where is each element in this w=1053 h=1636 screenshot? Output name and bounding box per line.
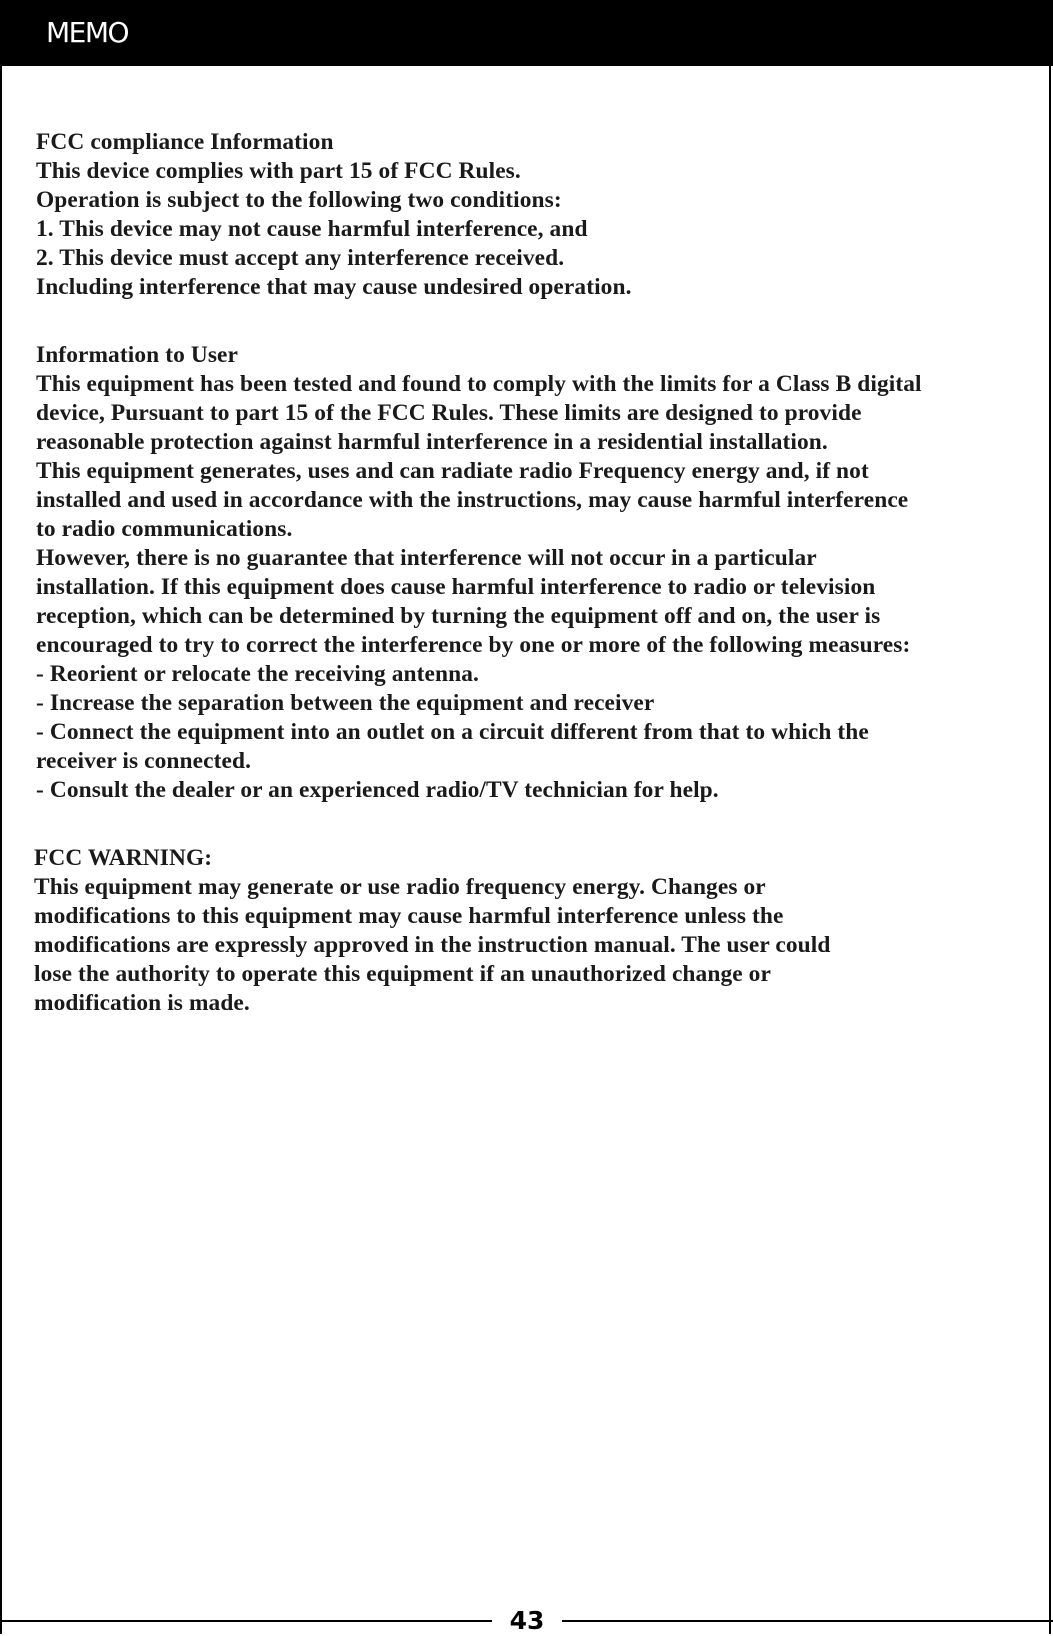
text-line: modifications to this equipment may cause harmful interference unless the [34,903,784,929]
list-item: - Connect the equipment into an outlet on a circuit different from that to which the [36,719,869,745]
footer-divider-right [562,1620,1053,1622]
text-line: lose the authority to operate this equipment if an unauthorized change or [34,961,771,987]
text-line: modifications are expressly approved in the instruction manual. The user could [34,932,831,958]
page-number: 43 [509,1606,545,1635]
text-line: encouraged to try to correct the interference by one or more of the following measures: [36,632,911,658]
text-line: 2. This device must accept any interference received. [36,245,565,271]
text-line: This equipment may generate or use radio frequency energy. Changes or [34,874,766,900]
page-title: MEMO [46,16,129,49]
text-line: modification is made. [34,990,250,1016]
text-line: reasonable protection against harmful interference in a residential installation. [36,429,828,455]
section-heading: FCC WARNING: [34,845,213,871]
text-line: to radio communications. [36,516,293,542]
list-item: receiver is connected. [36,748,252,774]
section-heading: Information to User [36,342,238,368]
information-to-user-section [36,341,1036,805]
text-line: This device complies with part 15 of FCC Rules. [36,158,521,184]
list-item: - Consult the dealer or an experienced radio/TV technician for help. [36,777,719,803]
section-heading: FCC compliance Information [36,129,334,155]
list-item: - Reorient or relocate the receiving antenna. [36,661,479,687]
header-bar [0,0,1053,66]
text-line: 1. This device may not cause harmful interference, and [36,216,588,242]
list-item: - Increase the separation between the equipment and receiver [36,690,655,716]
text-line: Including interference that may cause undesired operation. [36,274,632,300]
text-line: However, there is no guarantee that interference will not occur in a particular [36,545,817,571]
page-footer [0,1604,1053,1636]
text-line: installed and used in accordance with the instructions, may cause harmful interference [36,487,909,513]
text-line: Operation is subject to the following two conditions: [36,187,562,213]
text-line: This equipment generates, uses and can radiate radio Frequency energy and, if not [36,458,869,484]
memo-content [36,128,1036,1018]
text-line: This equipment has been tested and found to comply with the limits for a Class B digital [36,371,922,397]
fcc-warning-section [34,844,1036,1018]
footer-divider-left [0,1620,492,1622]
text-line: device, Pursuant to part 15 of the FCC Rules. These limits are designed to provide [36,400,862,426]
text-line: reception, which can be determined by turning the equipment off and on, the user is [36,603,881,629]
text-line: installation. If this equipment does cause harmful interference to radio or television [36,574,876,600]
fcc-compliance-section [36,128,1036,302]
